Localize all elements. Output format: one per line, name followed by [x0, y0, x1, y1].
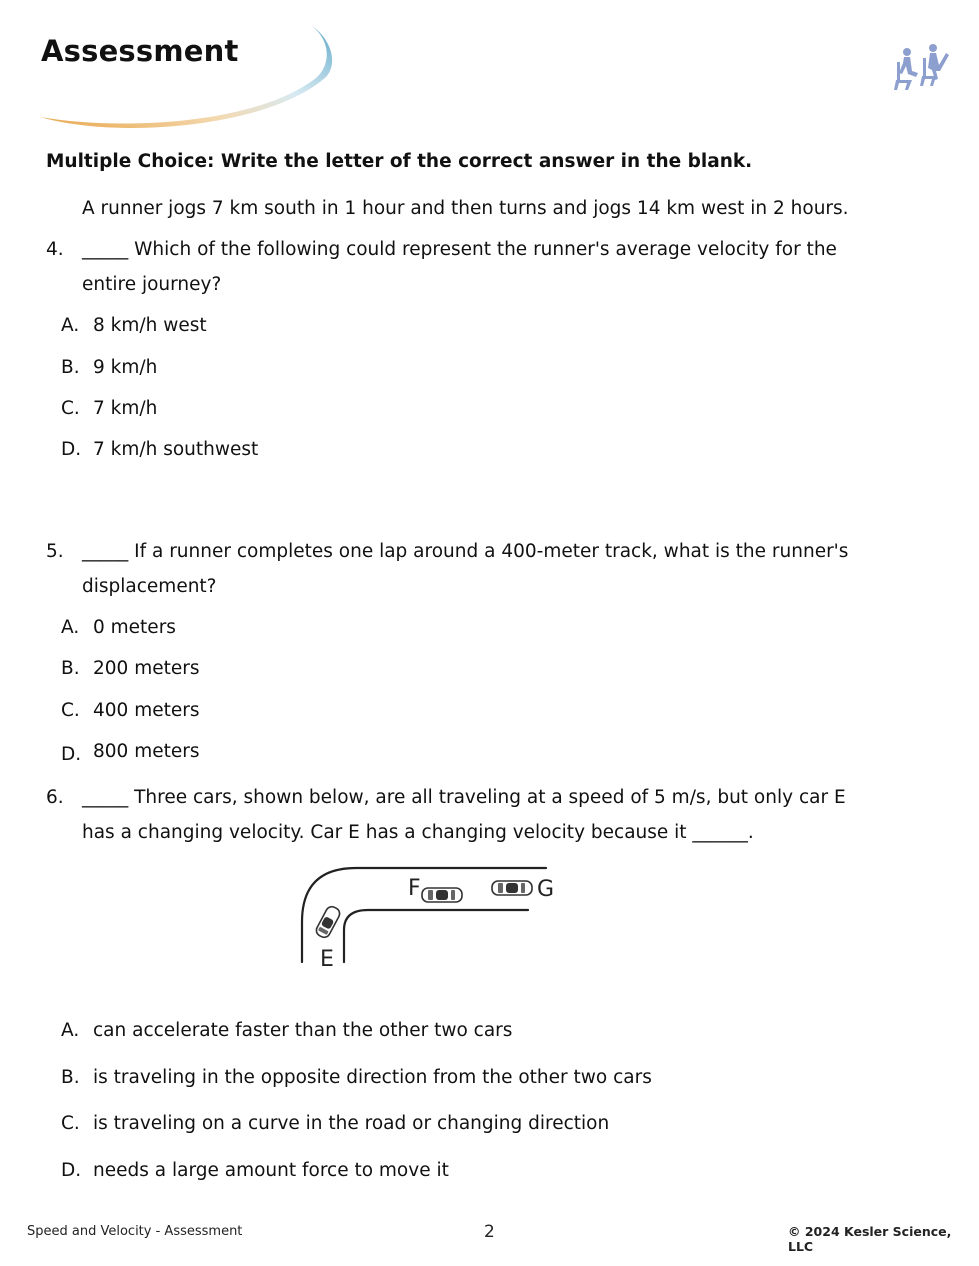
- choice-text: 9 km/h: [93, 357, 158, 378]
- kesler-science-figures-icon: [893, 40, 949, 92]
- label-e: E: [320, 947, 334, 972]
- label-g: G: [537, 877, 555, 902]
- choice-text: 400 meters: [93, 700, 200, 721]
- choice-letter: B.: [61, 1067, 80, 1088]
- car-f: [422, 888, 462, 902]
- car-e: [314, 905, 341, 940]
- choice-text: is traveling in the opposite direction from the other two cars: [93, 1067, 652, 1088]
- question-text: _____ Three cars, shown below, are all traveling at a speed of 5 m/s, but only car E: [82, 787, 846, 808]
- choice-text: 7 km/h southwest: [93, 439, 259, 460]
- question-text: displacement?: [82, 576, 217, 597]
- choice-text: 200 meters: [93, 658, 200, 679]
- choice-letter: D.: [61, 744, 82, 765]
- question-number: 4.: [46, 239, 64, 260]
- page-number: 2: [484, 1222, 495, 1242]
- choice-letter: D.: [61, 439, 82, 460]
- label-f: F: [408, 876, 421, 901]
- choice-text: 7 km/h: [93, 398, 158, 419]
- choice-letter: A.: [61, 617, 80, 638]
- intro-text: A runner jogs 7 km south in 1 hour and then turns and jogs 14 km west in 2 hours.: [82, 198, 849, 219]
- choice-text: 8 km/h west: [93, 315, 207, 336]
- question-number: 5.: [46, 541, 64, 562]
- choice-letter: A.: [61, 315, 80, 336]
- page-title: Assessment: [41, 34, 239, 68]
- road-diagram: [296, 862, 566, 972]
- choice-text: 800 meters: [93, 741, 200, 762]
- choice-letter: D.: [61, 1160, 82, 1181]
- choice-text: 0 meters: [93, 617, 176, 638]
- question-text: _____ If a runner completes one lap around a 400-meter track, what is the runner's: [82, 541, 849, 562]
- question-text: _____ Which of the following could represent the runner's average velocity for the: [82, 239, 837, 260]
- choice-letter: C.: [61, 1113, 80, 1134]
- footer-title: Speed and Velocity - Assessment: [27, 1224, 243, 1239]
- choice-letter: A.: [61, 1020, 80, 1041]
- choice-letter: B.: [61, 357, 80, 378]
- choice-text: needs a large amount force to move it: [93, 1160, 449, 1181]
- choice-text: can accelerate faster than the other two cars: [93, 1020, 513, 1041]
- question-number: 6.: [46, 787, 64, 808]
- choice-letter: B.: [61, 658, 80, 679]
- road-inner-edge: [344, 910, 528, 962]
- choice-letter: C.: [61, 700, 80, 721]
- instructions: Multiple Choice: Write the letter of the correct answer in the blank.: [46, 151, 753, 172]
- question-text: entire journey?: [82, 274, 222, 295]
- choice-text: is traveling on a curve in the road or changing direction: [93, 1113, 610, 1134]
- copyright: © 2024 Kesler Science, LLC: [788, 1224, 952, 1254]
- car-g: [492, 881, 532, 895]
- question-text: has a changing velocity. Car E has a changing velocity because it ______.: [82, 822, 754, 843]
- choice-letter: C.: [61, 398, 80, 419]
